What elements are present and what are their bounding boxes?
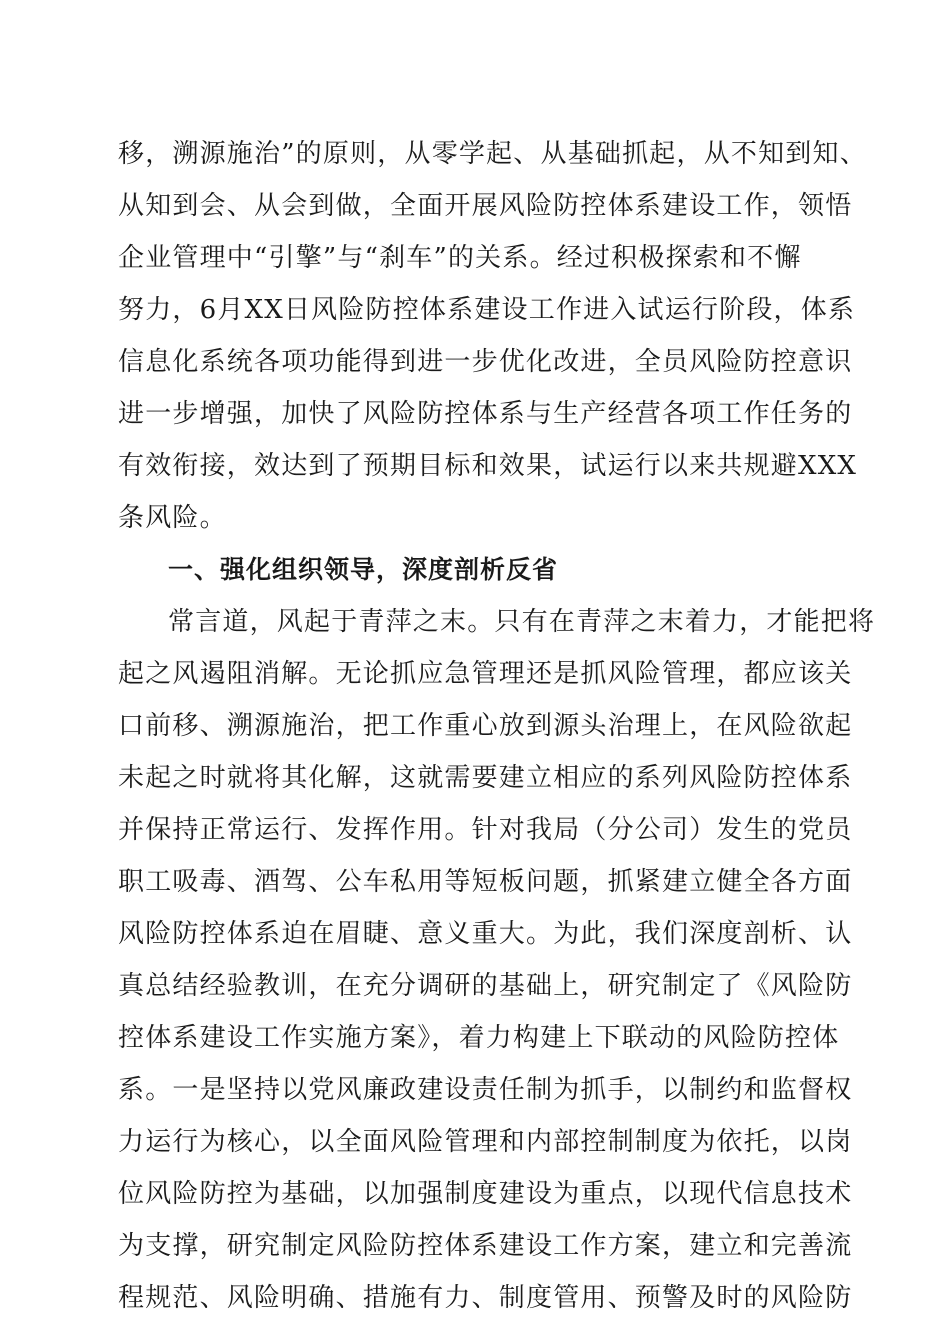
text-line: 进一步增强，加快了风险防控体系与生产经营各项工作任务的 (118, 399, 853, 429)
text-line: 未起之时就将其化解，这就需要建立相应的系列风险防控体系 (118, 763, 853, 793)
text-line: 程规范、风险明确、措施有力、制度管用、预警及时的风险防 (118, 1283, 853, 1313)
paragraph-first-line: 常言道，风起于青萍之末。只有在青萍之末着力，才能把将 (168, 607, 876, 637)
text-line: 努力，6月XX日风险防控体系建设工作进入试运行阶段，体系 (118, 295, 856, 325)
text-line: 移，溯源施治”的原则，从零学起、从基础抓起，从不知到知、 (118, 139, 867, 169)
text-line: 风险防控体系迫在眉睫、意义重大。为此，我们深度剖析、认 (118, 919, 853, 949)
text-line: 控体系建设工作实施方案》，着力构建上下联动的风险防控体 (118, 1023, 840, 1053)
text-line: 企业管理中“引擎”与“刹车”的关系。经过积极探索和不懈 (118, 243, 802, 273)
document-body (118, 128, 876, 1324)
text-line: 并保持正常运行、发挥作用。针对我局（分公司）发生的党员 (118, 815, 853, 845)
text-line: 系。一是坚持以党风廉政建设责任制为抓手，以制约和监督权 (118, 1075, 853, 1105)
text-line: 有效衔接，效达到了预期目标和效果，试运行以来共规避XXX (118, 451, 858, 481)
text-line: 信息化系统各项功能得到进一步优化改进，全员风险防控意识 (118, 347, 853, 377)
text-line: 条风险。 (118, 503, 227, 533)
text-line: 起之风遏阻消解。无论抓应急管理还是抓风险管理，都应该关 (118, 659, 853, 689)
text-line: 真总结经验教训，在充分调研的基础上，研究制定了《风险防 (118, 971, 853, 1001)
text-line: 力运行为核心，以全面风险管理和内部控制制度为依托，以岗 (118, 1127, 853, 1157)
text-line: 口前移、溯源施治，把工作重心放到源头治理上，在风险欲起 (118, 711, 853, 741)
text-line: 从知到会、从会到做，全面开展风险防控体系建设工作，领悟 (118, 191, 853, 221)
text-line: 为支撑，研究制定风险防控体系建设工作方案，建立和完善流 (118, 1231, 853, 1261)
text-line: 位风险防控为基础，以加强制度建设为重点，以现代信息技术 (118, 1179, 853, 1209)
text-line: 职工吸毒、酒驾、公车私用等短板问题，抓紧建立健全各方面 (118, 867, 853, 897)
section-heading: 一、强化组织领导，深度剖析反省 (168, 555, 559, 584)
